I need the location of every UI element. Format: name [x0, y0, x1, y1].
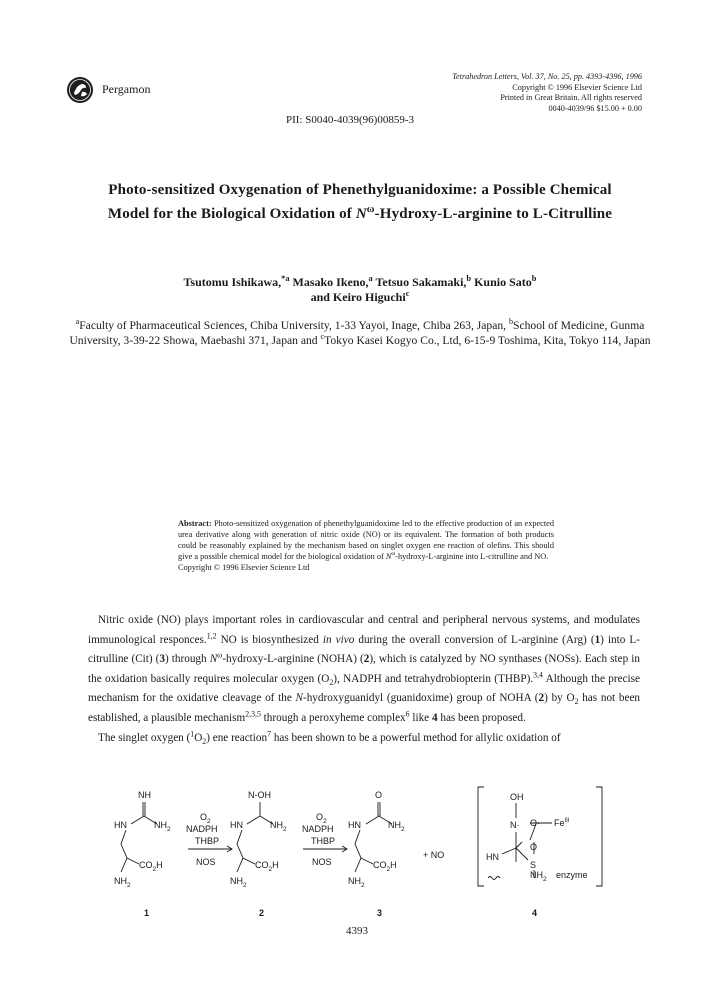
arrow2-nos: NOS: [312, 857, 332, 867]
compound-2-label: 2: [259, 908, 265, 918]
pii: PII: S0040-4039(96)00859-3: [285, 114, 415, 126]
hn-label: HN: [114, 820, 127, 830]
body-text: [88, 611, 640, 748]
hn-label-4: HN: [486, 852, 499, 862]
article-title: [60, 178, 660, 226]
compound-1-label: 1: [144, 908, 150, 918]
affiliations: $^a$Faculty of Pharmaceutical Sciences, Chiba University, 1-33 Yayoi, Inage, Chiba 263, Japan, $^b$School of Medicine, Gunma University, 3-39-22 Showa, Maebashi 371, Japan and $^c$Tokyo Kasei Kogyo Co., Ltd, 6-15-9 Toshima, Kita, Tokyo 114, Japan: [69, 317, 651, 347]
arrow1-nadph: NADPH: [186, 824, 218, 834]
nh2-label-4: $NH_2$: [530, 870, 547, 883]
hn-label-3: HN: [348, 820, 361, 830]
reaction-scheme: [90, 780, 630, 920]
title-line-1: Photo-sensitized Oxygenation of Phenethylguanidoxime: a Possible Chemical: [108, 182, 612, 198]
arrow2-thbp: THBP: [311, 836, 336, 846]
arrow1-o2: $O_2$: [200, 812, 211, 825]
arrow2-o2: $O_2$: [316, 812, 327, 825]
carbonyl-o-label: O: [375, 790, 383, 800]
oh-label-4: OH: [510, 792, 524, 802]
abstract-copyright: Copyright © 1996 Elsevier Science Ltd: [178, 563, 310, 572]
compound-3-label: 3: [377, 908, 383, 918]
imine-nh-label: NH: [138, 790, 151, 800]
journal-info: [452, 72, 642, 114]
amine-nh2-label-3: $NH_2$: [348, 876, 365, 889]
journal-line: Tetrahedron Letters, Vol. 37, No. 25, pp. 4393-4396, 1996: [452, 72, 642, 81]
enzyme-label: enzyme: [556, 870, 588, 880]
amine-nh2-label: $NH_2$: [114, 876, 131, 889]
publisher-name: Pergamon: [102, 82, 151, 96]
arrow2-nadph: NADPH: [302, 824, 334, 834]
n-oh-label: N-OH: [248, 790, 271, 800]
fe-label: $Fe^{III}$: [554, 818, 570, 828]
arrow1-nos: NOS: [196, 857, 216, 867]
co2h-label-3: $CO_2H$: [373, 860, 397, 873]
pergamon-logo: [66, 76, 94, 104]
printed-line: Printed in Great Britain. All rights reserved: [500, 93, 642, 102]
author-list: Tsutomu Ishikawa,$^{*a}$ Masako Ikeno,$^a$ Tetsuo Sakamaki,$^b$ Kunio Sato$^b$ and Keiro Higuchi$^c$: [183, 274, 537, 304]
peroxide-o-label: O: [530, 842, 538, 852]
co2h-label: $CO_2H$: [139, 860, 163, 873]
paragraph-2: The singlet oxygen $(^1O_2)$ ene reaction$^7$ has been shown to be a powerful method for allylic oxidation of: [98, 728, 561, 746]
co2h-label-2: $CO_2H$: [255, 860, 279, 873]
compound-4-label: 4: [532, 908, 538, 918]
page-number: 4393: [346, 925, 368, 937]
n-radical-label: N·: [510, 820, 520, 830]
price-line: 0040-4039/96 $15.00 + 0.00: [548, 103, 642, 113]
hn-label-2: HN: [230, 820, 243, 830]
copyright-line: Copyright © 1996 Elsevier Science Ltd: [512, 82, 642, 92]
abstract: Abstract: Photo-sensitized oxygenation of phenethylguanidoxime led to the effective production of an expected urea derivative along with generation of nitric oxide (NO) or its equivalent. The formation of both products could be reasonably explained by the mechanism based on singlet oxygen ene reaction of olefins. This should give a possible chemical model for the biological oxidation of $N^\omega-hydroxy-L$-arginine into L-citrulline and NO. Copyright © 1996 Elsevier Science Ltd: [178, 519, 554, 572]
arrow1-thbp: THBP: [195, 836, 220, 846]
nh2-label: $NH_2$: [154, 820, 171, 833]
o-radical-label: O·: [530, 818, 540, 828]
paragraph-1: Nitric oxide (NO) plays important roles in cardiovascular and central and peripheral nervous systems, and modulates immunological responces.$^{1,2}$ NO is biosynthesized in vivo during the overall conversion of L-arginine (Arg) (1) into L-citrulline (Cit) (3) through $N^\omega-hydroxy-L$-arginine (NOHA) (2), which is catalyzed by NO synthases (NOSs). Each step in the oxidation basically requires molecular oxygen $(O_2)$, NADPH and tetrahydrobiopterin (THBP).$^{3,4}$ Although the precise mechanism for the oxidative cleavage of the N-hydroxyguanidyl (guanidoxime) group of NOHA (2) by $O_2$ has not been established, a plausible mechanism$^{2,3,5}$ through a peroxyheme complex$^6$ like 4 has been proposed.: [88, 614, 641, 724]
nh2-label-2: $NH_2$: [270, 820, 287, 833]
amine-nh2-label-2: $NH_2$: [230, 876, 247, 889]
title-line-2: Model for the Biological Oxidation of $N^\omega-Hydroxy-L$-arginine to L-Citrulline: [107, 204, 613, 222]
sulfur-label: S: [530, 860, 537, 870]
nh2-label-3: $NH_2$: [388, 820, 405, 833]
plus-no-label: + NO: [423, 850, 445, 860]
